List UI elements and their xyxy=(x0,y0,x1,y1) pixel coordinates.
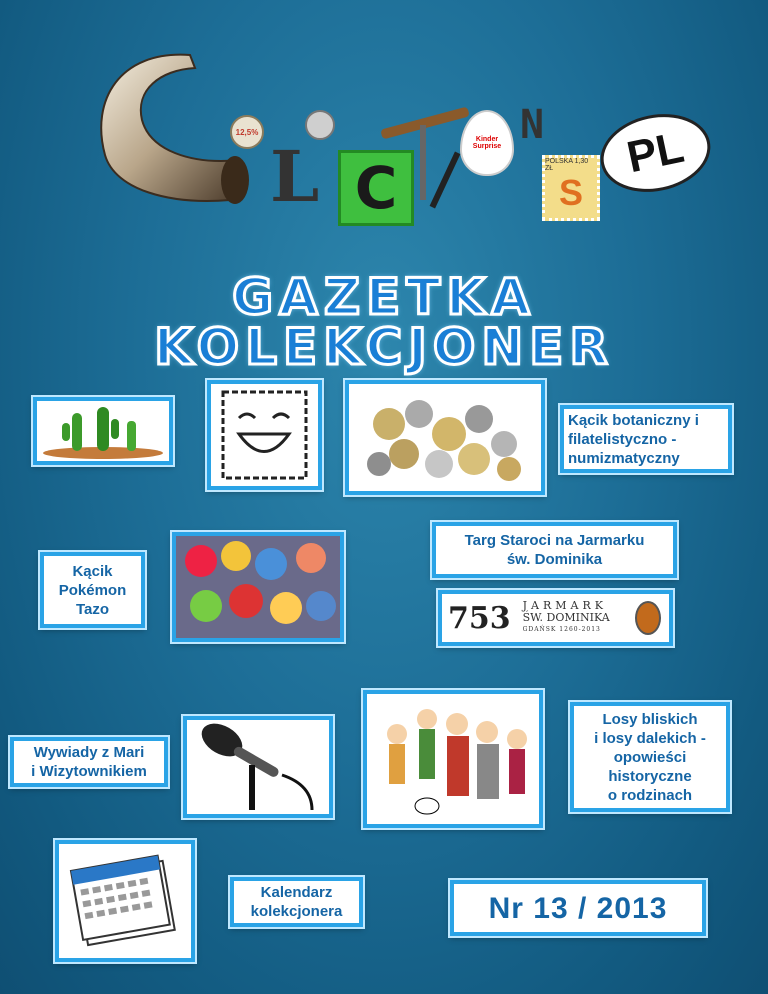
logo-letter-c-green: C xyxy=(338,150,414,226)
microphone-image xyxy=(187,720,329,814)
stamp-face-image xyxy=(211,384,318,486)
coins-image xyxy=(349,384,541,491)
jarmark-name: JARMARK xyxy=(522,599,607,612)
stamp-s: S xyxy=(558,172,583,213)
cactus-box[interactable] xyxy=(33,397,173,465)
losy-label-box[interactable] xyxy=(570,702,730,812)
stamp-price: POLSKA 1,30 ZŁ xyxy=(545,158,589,172)
logo-letter-t xyxy=(420,125,426,200)
issue-number: Nr 13 / 2013 xyxy=(488,891,668,925)
targ-label: Targ Staroci na Jarmarku św. Dominika xyxy=(464,532,645,568)
pokemon-label-box[interactable] xyxy=(40,552,145,628)
losy-label: Losy bliskich i losy dalekich - opowieści historyczne o rodzinach xyxy=(594,710,706,804)
wywiady-label: Wywiady z Mari i Wizytownikiem xyxy=(31,744,147,780)
kalendarz-label-box[interactable] xyxy=(230,877,363,927)
calendar-box[interactable] xyxy=(55,840,195,962)
microphone-box[interactable] xyxy=(183,716,333,818)
cactus-image xyxy=(37,401,169,461)
tazo-box[interactable] xyxy=(172,532,344,642)
coins-box[interactable] xyxy=(345,380,545,495)
jarmark-sub: ŚW. DOMINIKA xyxy=(522,611,610,624)
title-line-2: KOLEKCJONER xyxy=(154,318,614,376)
title-line-1: GAZETKA xyxy=(232,268,536,326)
family-box[interactable] xyxy=(363,690,543,828)
jarmark-dates: GDAŃSK 1260-2013 xyxy=(522,626,601,633)
jarmark-box[interactable] xyxy=(438,590,673,646)
jarmark-seal-icon xyxy=(635,601,661,635)
kinder-egg-icon: Kinder Surprise xyxy=(460,110,514,176)
wywiady-label-box[interactable] xyxy=(10,737,168,787)
logo-letter-l: L xyxy=(270,135,320,218)
stamp-letter-s xyxy=(542,155,600,221)
kalendarz-label: Kalendarz kolekcjonera xyxy=(250,884,343,920)
issue-number-box xyxy=(450,880,706,936)
pokemon-label: Kącik Pokémon Tazo xyxy=(58,562,127,618)
tazo-image xyxy=(176,536,340,638)
collections-logo xyxy=(80,40,700,240)
logo-letter-n: N xyxy=(520,102,545,148)
coin-icon: 12,5% xyxy=(230,115,264,149)
pl-badge: PL xyxy=(593,104,717,201)
jarmark-text xyxy=(523,600,610,636)
jarmark-number: 753 xyxy=(448,600,511,636)
pen-icon xyxy=(430,152,461,209)
calendar-image xyxy=(59,844,191,958)
botanika-label: Kącik botaniczny i filatelistyczno - numizmatyczny xyxy=(568,411,699,467)
family-image xyxy=(367,694,539,824)
botanika-label-box[interactable] xyxy=(560,405,732,473)
targ-label-box[interactable] xyxy=(432,522,677,578)
stamp-box[interactable] xyxy=(207,380,322,490)
